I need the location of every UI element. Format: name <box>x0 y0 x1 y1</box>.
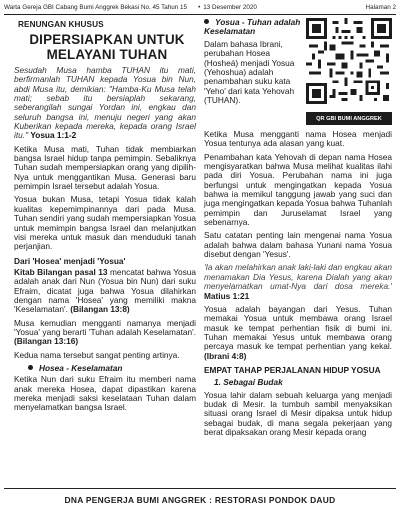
scripture-reference: (Ibrani 4:8) <box>204 350 247 361</box>
scripture-reference: (Bilangan 13:8) <box>70 304 130 315</box>
right-column <box>204 130 392 441</box>
quote-reference: Matius 1:21 <box>204 290 250 301</box>
paragraph-text: mencatat bahwa Yosua adalah anak dari Nun (Yosua bin Nun) dari suku Efraim, dicatat juga bahwa Yosua dilahirkan dengan nama 'Hosea' yang memiliki makna 'Keselamatan'. <box>14 266 196 315</box>
newsletter-header <box>4 0 396 15</box>
bullet-heading-text: Hosea - Keselamatan <box>39 362 123 373</box>
scripture-quote <box>204 263 392 300</box>
scripture-reference: Kitab Bilangan pasal 13 <box>14 266 108 277</box>
bullet-heading-text: Yosua - Tuhan adalah Keselamatan <box>204 17 301 37</box>
lead-verse-text: Sesudah Musa hamba TUHAN itu mati, berfirmanlah TUHAN kepada Yosua bin Nun, abdi Musa itu, demikian: "Hamba-Ku Musa telah mati; sebab itu bersiaplah sekarang, seberangilah sungai Yordan ini, engkau dan seluruh bangsa ini, menuju negeri yang akan Kuberikan kepada mereka, kepada orang Israel itu." <box>14 65 196 141</box>
paragraph: Dalam bahasa Ibrani, perubahan Hosea (Hosheá) menjadi Yosua (Yehoshua) adalah penambahan suku kata 'Yeho' dari kata Yehovah (TUHAN). <box>204 39 295 106</box>
left-column <box>14 66 196 417</box>
bullet-dot-icon <box>204 19 209 24</box>
step-heading: 1. Sebagai Budak <box>214 377 283 388</box>
paragraph: Yosua lahir dalam sebuah keluarga yang menjadi budak di Mesir. Ia tumbuh sambil menyaksikan situasi orang Israel di Mesir dipaksa untuk hidup sebagai budak, di mana segala pekerjaan yang berat dipaksakan orang Mesir kepada orang <box>204 389 392 437</box>
lead-verse <box>14 66 196 141</box>
paragraph: Penambahan kata Yehovah di depan nama Hosea mengisyaratkan bahwa Musa melihat kualitas ilahi pada diri Yosua. Perubahan nama ini juga berfungsi untuk mengingatkan kepada Yosua bahwa ia memikul tanggung jawab yang suci dan juga mengingatkan kepada Yosua bahwa Tuhanlah pemimpin dan Juruselamat Israel yang sebenarnya. <box>204 151 392 228</box>
bullet-dot-icon <box>28 365 33 370</box>
separator-bullet: • <box>198 3 201 11</box>
paragraph: Ketika Musa mengganti nama Hosea menjadi Yosua tentunya ada alasan yang kuat. <box>204 129 392 149</box>
issue-date <box>195 4 257 11</box>
lead-verse-reference: Yosua 1:1-2 <box>30 130 77 141</box>
publication-name: Warta Gereja GBI Cabang Bumi Anggrek Bekasi No. 45 Tahun 15 <box>4 3 188 11</box>
section-kicker: RENUNGAN KHUSUS <box>18 20 104 29</box>
page-footer: DNA PENGERJA BUMI ANGGREK : RESTORASI PONDOK DAUD <box>4 488 396 505</box>
date-text: 13 Desember 2020 <box>203 3 257 11</box>
section-subheading: Dari 'Hosea' menjadi 'Yosua' <box>14 255 126 266</box>
paragraph: Ketika Nun dari suku Efraim itu memberi nama anak mereka Hosea, dapat dipastikan karena mereka menjadi saksi keselataan Tuhan dalam menyelamatkan bangsa Israel. <box>14 374 196 413</box>
paragraph <box>204 305 392 361</box>
narrow-column-text <box>204 40 304 109</box>
paragraph: Ketika Musa mati, Tuhan tidak membiarkan bangsa Israel hidup tanpa pemimpin. Sebaliknya Tuhan sudah mempersiapkan orang yang dipilih-Nya untuk menggantikan Musa. Generasi baru pemimpin Israel tersebut adalah Yosua. <box>14 143 196 192</box>
article-headline: DIPERSIAPKAN UNTUK MELAYANI TUHAN <box>29 32 185 62</box>
bullet-heading-hosea <box>28 364 196 373</box>
paragraph-text: Yosua adalah bayangan dari Yesus. Tuhan memakai Yosua untuk membawa orang Israel masuk ke tempat perhentian fisik di bumi ini. Tuhan memakai Yesus untuk membawa orang percaya masuk ke tempat perhentian yang kekal. <box>204 303 392 352</box>
paragraph <box>14 319 196 347</box>
paragraph: Kedua nama tersebut sangat penting artinya. <box>14 349 180 360</box>
page-number: Halaman 2 <box>365 3 396 11</box>
scripture-reference: (Bilangan 13:16) <box>14 336 79 347</box>
section-heading-steps: EMPAT TAHAP PERJALANAN HIDUP YOSUA <box>204 364 381 375</box>
bullet-heading-yosua <box>204 18 304 37</box>
qr-code-block <box>306 18 392 124</box>
paragraph: Satu catatan penting lain mengenai nama Yosua adalah bahwa dalam bahasa Yunani nama Yosua disebut dengan 'Yesus'. <box>204 230 392 260</box>
paragraph <box>14 268 196 315</box>
qr-code-label: QR GBI BUMI ANGGREK <box>306 112 392 125</box>
paragraph-text: Musa kemudian mengganti namanya menjadi 'Yosua' yang berarti 'Tuhan adalah Keselamatan'. <box>14 317 196 337</box>
paragraph: Yosua bukan Musa, tetapi Yosua tidak kalah kualitas kepemimpinannya dari pada Musa. Tuhan sendiri yang sudah mempersiapkan Yosua untuk memimpin bangsa Israel dan melanjutkan visi mereka untuk masuk dan menduduki tanah perjanjian. <box>14 194 196 252</box>
qr-code-icon <box>306 18 392 104</box>
quote-text: 'Ia akan melahirkan anak laki-laki dan engkau akan menamakan Dia Yesus, karena Dialah yang akan menyelamatkan umat-Nya dari dosa mereka.' <box>204 262 392 292</box>
